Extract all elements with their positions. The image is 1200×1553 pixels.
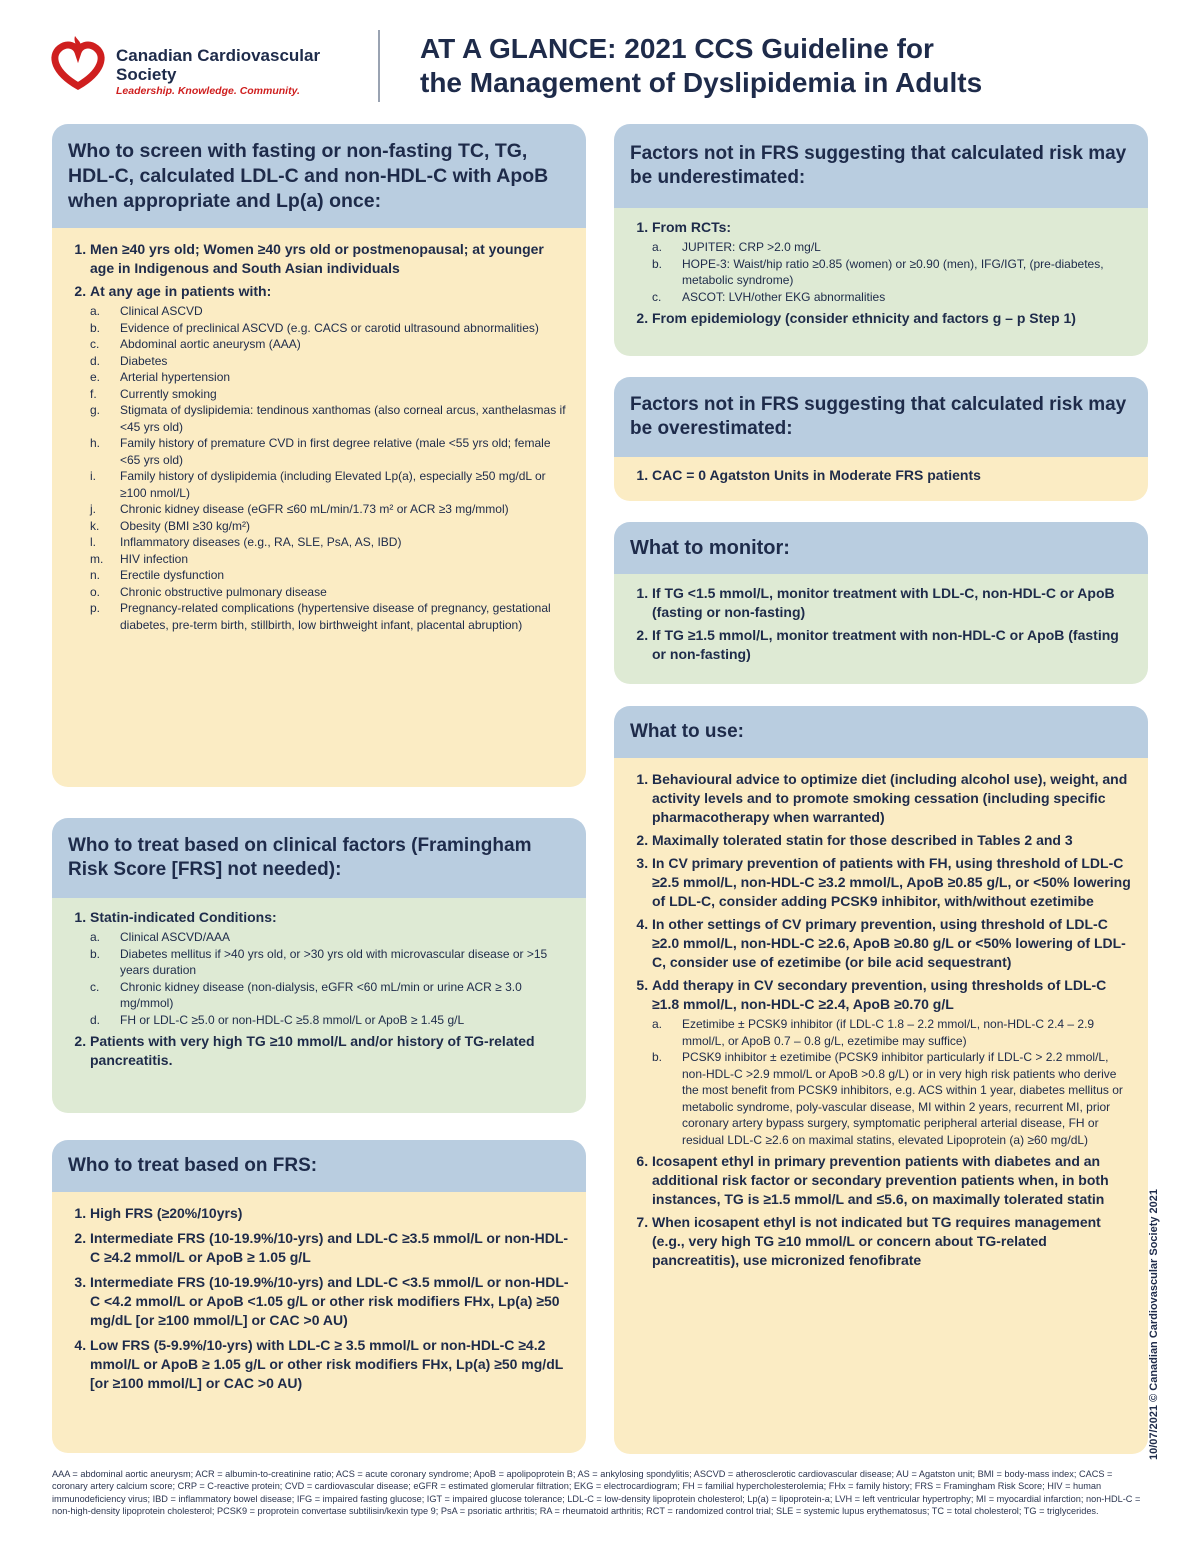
sub-item-text: Diabetes: [120, 353, 168, 368]
clinical-sublist: [90, 929, 570, 1028]
sub-item-letter: l.: [90, 535, 96, 549]
sub-item: [90, 584, 570, 601]
use-body: [614, 758, 1148, 1454]
sub-item: [652, 1016, 1132, 1049]
under-item-1: 1. From RCTs: a. JUPITER: CRP >2.0 mg/L b. HOPE-3: Waist/hip ratio ≥0.85 (women) or ≥0.90 (men), IFG/IGT, (pre-diabetes, metabolic syndrome) c. ASCOT: LVH/other EKG abnormalities: [652, 218, 1132, 305]
sub-item-letter: a.: [652, 240, 663, 254]
frs-heading: Who to treat based on FRS:: [52, 1140, 586, 1192]
sub-item-text: Abdominal aortic aneurysm (AAA): [120, 337, 301, 351]
sub-item-text: Pregnancy-related complications (hypertensive disease of pregnancy, gestational diabetes, pre-term birth, stillbirth, low birthweight infant, placental abruption): [120, 601, 551, 632]
sub-item-text: Clinical ASCVD/AAA: [120, 930, 231, 944]
sub-item: [90, 946, 570, 979]
sub-item: [90, 353, 570, 370]
sub-item-text: HIV infection: [120, 551, 189, 566]
sub-item: [90, 567, 570, 584]
under-sublist: [652, 239, 1132, 305]
sub-item-text: Stigmata of dyslipidemia: tendinous xanthomas (also corneal arcus, xanthelasmas if <45 yrs old): [120, 403, 566, 434]
sub-item-text: Evidence of preclinical ASCVD (e.g. CACS or carotid ultrasound abnormalities): [120, 320, 539, 335]
sub-item-text: JUPITER: CRP >2.0 mg/L: [682, 240, 821, 254]
sub-item-letter: b.: [90, 320, 101, 335]
screen-box: [52, 124, 586, 787]
use-sublist: [652, 1016, 1132, 1148]
sub-item: [652, 289, 1132, 306]
overestimated-heading: Factors not in FRS suggesting that calculated risk may be overestimated:: [614, 377, 1148, 457]
sub-item-letter: m.: [90, 551, 104, 566]
sub-item-letter: d.: [90, 1012, 101, 1027]
monitor-item-2: 2. If TG ≥1.5 mmol/L, monitor treatment with non-HDL-C or ApoB (fasting or non-fasting): [652, 626, 1132, 664]
screen-heading: Who to screen with fasting or non-fasting TC, TG, HDL-C, calculated LDL-C and non-HDL-C with ApoB when appropriate and Lp(a) once:: [52, 124, 586, 228]
sub-item-text: FH or LDL-C ≥5.0 or non-HDL-C ≥5.8 mmol/L or ApoB ≥ 1.45 g/L: [120, 1012, 465, 1027]
sub-item: [90, 435, 570, 468]
sub-item-letter: o.: [90, 584, 101, 599]
use-box: [614, 706, 1148, 1454]
title-line-2: the Management of Dyslipidemia in Adults: [420, 67, 983, 98]
screen-sublist: [90, 303, 570, 633]
monitor-heading: What to monitor:: [614, 522, 1148, 574]
header-divider: [378, 30, 380, 102]
sub-item: [90, 979, 570, 1012]
clinical-body: [52, 898, 586, 1113]
sub-item-text: Chronic obstructive pulmonary disease: [120, 584, 327, 599]
overestimated-body: [614, 457, 1148, 501]
frs-box: [52, 1140, 586, 1453]
screen-body: [52, 228, 586, 787]
sub-item-text: Family history of premature CVD in first degree relative (male <55 yrs old; female <65 yrs old): [120, 436, 551, 467]
sub-item: [90, 1012, 570, 1029]
screen-item-2: 2. At any age in patients with: a. Clinical ASCVD b. Evidence of preclinical ASCVD (e.g. CACS or carotid ultrasound abnormalities) c. Abdominal aortic aneurysm (AAA) d. Diabetes e. Arterial hypertension f. Currently smoking g. Stigmata of dyslipidemia: tendinous xanthomas (also corneal arcus, xanthelasmas if <45 yrs old) h. Family history of premature CVD in first degree relative (male <55 yrs old; female <65 yrs old) i. Family history of dyslipidemia (including Elevated Lp(a), especially ≥50 mg/dL or ≥100 nmol/L) j. Chronic kidney disease (eGFR ≤60 mL/min/1.73 m² or ACR ≥3 mg/mmol) k. Obesity (BMI ≥30 kg/m²) l. Inflammatory diseases (e.g., RA, SLE, PsA, AS, IBD) m. HIV infection n. Erectile dysfunction o. Chronic obstructive pulmonary disease p. Pregnancy-related complications (hypertensive disease of pregnancy, gestational diabetes, pre-term birth, stillbirth, low birthweight infant, placental abruption): [90, 282, 570, 633]
underestimated-heading: Factors not in FRS suggesting that calculated risk may be underestimated:: [614, 124, 1148, 208]
sub-item: [652, 239, 1132, 256]
screen-item-1: 1. Men ≥40 yrs old; Women ≥40 yrs old or postmenopausal; at younger age in Indigenous and South Asian individuals: [90, 240, 570, 278]
page-title: [420, 32, 1160, 100]
use-item-2: 2. Maximally tolerated statin for those described in Tables 2 and 3: [652, 831, 1132, 850]
sub-item-text: ASCOT: LVH/other EKG abnormalities: [682, 289, 886, 304]
overestimated-box: [614, 377, 1148, 501]
sub-item-letter: f.: [90, 386, 97, 401]
sub-item: [90, 600, 570, 633]
sub-item-text: Chronic kidney disease (non-dialysis, eGFR <60 mL/min or urine ACR ≥ 3.0 mg/mmol): [120, 979, 522, 1010]
sub-item-letter: c.: [652, 289, 662, 304]
clinical-item-2: 2. Patients with very high TG ≥10 mmol/L and/or history of TG-related pancreatitis.: [90, 1032, 570, 1070]
sub-item-letter: d.: [90, 353, 101, 368]
under-item-2: 2. From epidemiology (consider ethnicity and factors g – p Step 1): [652, 309, 1132, 328]
sub-item: [90, 551, 570, 568]
sub-item: [652, 256, 1132, 289]
sub-item-letter: a.: [90, 930, 101, 944]
title-line-1: AT A GLANCE: 2021 CCS Guideline for: [420, 33, 934, 64]
sub-item-text: Currently smoking: [120, 386, 217, 401]
sub-item: [90, 534, 570, 551]
sub-item: [90, 369, 570, 386]
sub-item-text: HOPE-3: Waist/hip ratio ≥0.85 (women) or ≥0.90 (men), IFG/IGT, (pre-diabetes, metabolic syndrome): [682, 256, 1104, 287]
clinical-box: [52, 818, 586, 1113]
sub-item-letter: i.: [90, 469, 96, 483]
abbreviations-footnote: AAA = abdominal aortic aneurysm; ACR = albumin-to-creatinine ratio; ACS = acute coronary syndrome; ApoB = apolipoprotein B; AS = ankylosing spondylitis; ASCVD = atherosclerotic cardiovascular disease; AU = Agatston unit; BMI = body-mass index; CACS = coronary artery calcium score; CRP = C-reactive protein; CVD = cardiovascular disease; eGFR = estimated glomerular filtration; EKG = electrocardiogram; FH = familial hypercholesterolemia; FHx = family history; FRS = Framingham Risk Score; HIV = human immunodeficiency virus; IBD = inflammatory bowel disease; IFG = impaired fasting glucose; IGT = impaired glucose tolerance; LDL-C = low-density lipoprotein cholesterol; Lp(a) = lipoprotein-a; LVH = left ventricular hypertrophy; MI = myocardial infarction; non-HDL-C = non-high-density lipoprotein cholesterol; PCSK9 = proprotein convertase subtilisin/kexin type 9; PsA = psoriatic arthritis; RA = rheumatoid arthritis; RCT = randomized control trial; SLE = systemic lupus erythematosus; TC = total cholesterol; TG = triglycerides.: [52, 1469, 1141, 1517]
frs-item-3: 3. Intermediate FRS (10-19.9%/10-yrs) and LDL-C <3.5 mmol/L or non-HDL-C <4.2 mmol/L or ApoB <1.05 g/L or other risk modifiers FHx, Lp(a) ≥50 mg/dL [or ≥100 mmol/L] or CAC >0 AU): [90, 1273, 570, 1330]
sub-item-text: Chronic kidney disease (eGFR ≤60 mL/min/1.73 m² or ACR ≥3 mg/mmol): [120, 502, 509, 516]
frs-item-4: 4. Low FRS (5-9.9%/10-yrs) with LDL-C ≥ 3.5 mmol/L or non-HDL-C ≥4.2 mmol/L or ApoB ≥ 1.05 g/L or other risk modifiers FHx, Lp(a) ≥50 mg/dL [or ≥100 mmol/L] or CAC >0 AU): [90, 1336, 570, 1393]
sub-item-text: Inflammatory diseases (e.g., RA, SLE, PsA, AS, IBD): [120, 535, 402, 549]
frs-body: [52, 1192, 586, 1453]
sub-item: [652, 1049, 1132, 1148]
monitor-item-1: 1. If TG <1.5 mmol/L, monitor treatment with LDL-C, non-HDL-C or ApoB (fasting or non-fasting): [652, 584, 1132, 622]
use-item-6: 6. Icosapent ethyl in primary prevention patients with diabetes and an additional risk factor or secondary prevention patients when, in both instances, TG is ≥1.5 mmol/L and ≤5.6, on maximally tolerated statin: [652, 1152, 1132, 1209]
sub-item-letter: b.: [652, 256, 663, 271]
sub-item-text: Family history of dyslipidemia (including Elevated Lp(a), especially ≥50 mg/dL or ≥100 nmol/L): [120, 469, 546, 500]
sub-item-text: Obesity (BMI ≥30 kg/m²): [120, 518, 250, 533]
frs-item-2: 2. Intermediate FRS (10-19.9%/10-yrs) and LDL-C ≥3.5 mmol/L or non-HDL-C ≥4.2 mmol/L or ApoB ≥ 1.05 g/L: [90, 1229, 570, 1267]
use-item-4: 4. In other settings of CV primary prevention, using threshold of LDL-C ≥2.0 mmol/L, non-HDL-C ≥2.6, ApoB ≥0.80 g/L or <50% lowering of LDL-C, consider use of ezetimibe (or bile acid sequestrant): [652, 915, 1132, 972]
monitor-body: [614, 574, 1148, 684]
clinical-item-1: 1. Statin-indicated Conditions: a. Clinical ASCVD/AAA b. Diabetes mellitus if >40 yrs old, or >30 yrs old with microvascular disease or >15 years duration c. Chronic kidney disease (non-dialysis, eGFR <60 mL/min or urine ACR ≥ 3.0 mg/mmol) d. FH or LDL-C ≥5.0 or non-HDL-C ≥5.8 mmol/L or ApoB ≥ 1.45 g/L: [90, 908, 570, 1028]
side-copyright: [1148, 1160, 1168, 1460]
use-heading: What to use:: [614, 706, 1148, 758]
org-name-line1: Canadian Cardiovascular: [116, 46, 321, 65]
use-item-3: 3. In CV primary prevention of patients with FH, using threshold of LDL-C ≥2.5 mmol/L, non-HDL-C ≥3.2 mmol/L, ApoB ≥0.85 g/L, or <50% lowering of LDL-C, consider adding PCSK9 inhibitor, with/without ezetimibe: [652, 854, 1132, 911]
org-name-line2: Society: [116, 65, 177, 84]
sub-item: [90, 386, 570, 403]
sub-item: [90, 929, 570, 946]
sub-item-text: PCSK9 inhibitor ± ezetimibe (PCSK9 inhibitor particularly if LDL-C > 2.2 mmol/L, non-HDL-C >2.9 mmol/L or ApoB >0.8 g/L) or in very high risk patients who derive the most benefit from PCSK9 inhibitors, e.g. ACS within 1 year, diabetes mellitus or metabolic syndrome, poly-vascular disease, MI within 2 years, recurrent MI, prior coronary artery bypass surgery, symptomatic peripheral arterial disease, FH or residual LDL-C ≥2.6 on maximal statins, elevated Lipoprotein (a) ≥60 mg/dL): [682, 1050, 1123, 1147]
sub-item-letter: b.: [652, 1050, 663, 1064]
frs-item-1: 1. High FRS (≥20%/10yrs): [90, 1204, 570, 1223]
use-item-5: 5. Add therapy in CV secondary prevention, using thresholds of LDL-C ≥1.8 mmol/L, non-HDL-C ≥2.4, ApoB ≥0.70 g/L a. Ezetimibe ± PCSK9 inhibitor (if LDL-C 1.8 – 2.2 mmol/L, non-HDL-C 2.4 – 2.9 mmol/L, or ApoB 0.7 – 0.8 g/L, ezetimibe may suffice) b. PCSK9 inhibitor ± ezetimibe (PCSK9 inhibitor particularly if LDL-C > 2.2 mmol/L, non-HDL-C >2.9 mmol/L or ApoB >0.8 g/L) or in very high risk patients who derive the most benefit from PCSK9 inhibitors, e.g. ACS within 1 year, diabetes mellitus or metabolic syndrome, poly-vascular disease, MI within 2 years, recurrent MI, prior coronary artery bypass surgery, symptomatic peripheral arterial disease, FH or residual LDL-C ≥2.6 on maximal statins, elevated Lipoprotein (a) ≥60 mg/dL): [652, 976, 1132, 1148]
sub-item-letter: c.: [90, 337, 100, 351]
sub-item-text: Clinical ASCVD: [120, 304, 203, 318]
sub-item-letter: g.: [90, 403, 101, 417]
sub-item-letter: p.: [90, 601, 101, 615]
monitor-box: [614, 522, 1148, 684]
ccs-logo: [48, 30, 348, 105]
sub-item-text: Diabetes mellitus if >40 yrs old, or >30 yrs old with microvascular disease or >15 years duration: [120, 946, 548, 977]
underestimated-box: [614, 124, 1148, 356]
use-item-7: 7. When icosapent ethyl is not indicated but TG requires management (e.g., very high TG ≥10 mmol/L or concern about TG-related pancreatitis), use micronized fenofibrate: [652, 1213, 1132, 1270]
underestimated-body: [614, 208, 1148, 356]
sub-item-letter: c.: [90, 979, 100, 994]
sub-item: [90, 320, 570, 337]
sub-item-text: Erectile dysfunction: [120, 568, 225, 582]
use-item-1: 1. Behavioural advice to optimize diet (including alcohol use), weight, and activity levels and to promote smoking cessation (including specific pharmacotherapy when warranted): [652, 770, 1132, 827]
sub-item: [90, 518, 570, 535]
side-copyright-text: 10/07/2021 © Canadian Cardiovascular Society 2021: [1148, 1188, 1160, 1460]
sub-item-letter: e.: [90, 370, 101, 384]
sub-item-letter: n.: [90, 568, 101, 582]
sub-item: [90, 336, 570, 353]
sub-item-letter: h.: [90, 436, 101, 450]
sub-item-letter: a.: [90, 304, 101, 318]
sub-item-letter: a.: [652, 1017, 663, 1031]
sub-item-letter: k.: [90, 518, 100, 533]
sub-item-text: Ezetimibe ± PCSK9 inhibitor (if LDL-C 1.8 – 2.2 mmol/L, non-HDL-C 2.4 – 2.9 mmol/L, or ApoB 0.7 – 0.8 g/L, ezetimibe may suffice): [682, 1017, 1095, 1048]
sub-item-letter: b.: [90, 946, 101, 961]
org-tagline: Leadership. Knowledge. Community.: [116, 85, 300, 97]
clinical-heading: Who to treat based on clinical factors (Framingham Risk Score [FRS] not needed):: [52, 818, 586, 898]
sub-item: [90, 468, 570, 501]
over-item-1: 1. CAC = 0 Agatston Units in Moderate FRS patients: [652, 466, 1132, 485]
heart-logo-icon: [48, 34, 108, 92]
sub-item-letter: j.: [90, 502, 96, 516]
sub-item: [90, 501, 570, 518]
sub-item-text: Arterial hypertension: [120, 370, 231, 384]
sub-item: [90, 303, 570, 320]
sub-item: [90, 402, 570, 435]
